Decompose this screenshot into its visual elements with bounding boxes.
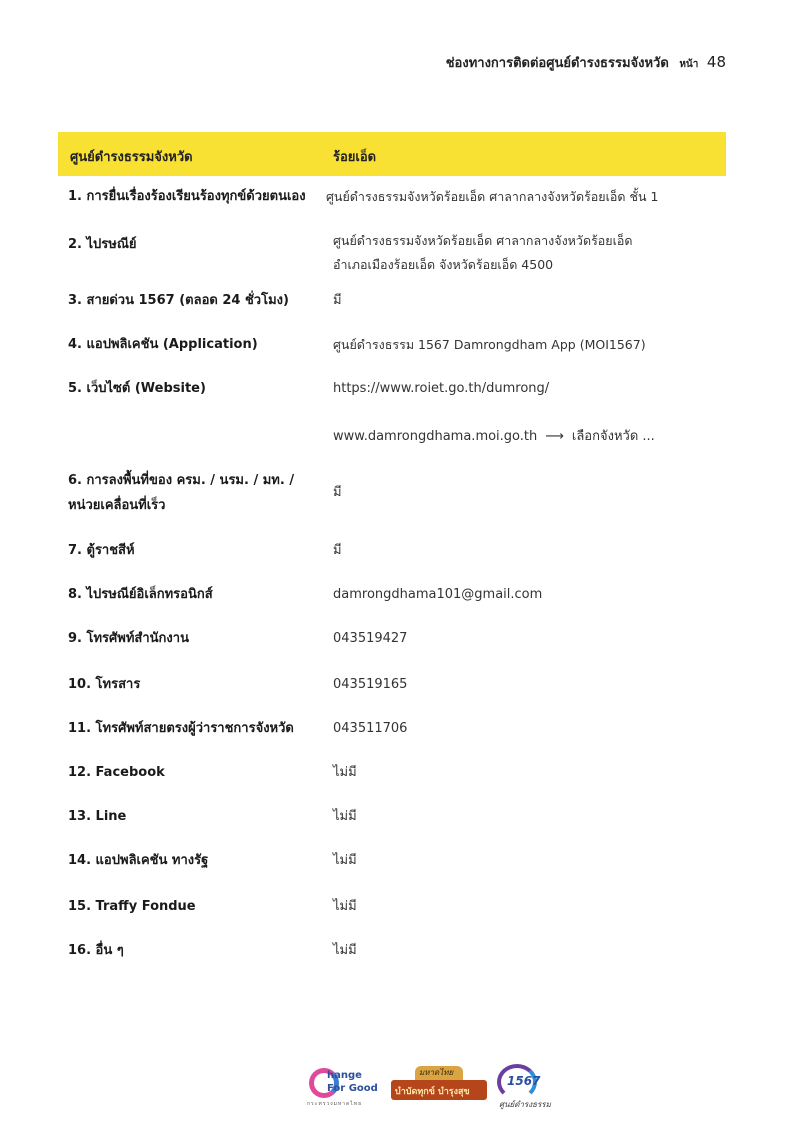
logo-text: 1567 [507,1074,541,1088]
row-value: ไม่มี [333,809,357,824]
row-value: ศูนย์ดำรงธรรม 1567 Damrongdham App (MOI1567) [333,337,646,352]
row-value: ไม่มี [333,943,357,958]
row-label: 1. การยื่นเรื่องร้องเรียนร้องทุกข์ด้วยตนเอง [68,189,306,204]
row-value: 043519165 [333,677,408,692]
row-label-line2: หน่วยเคลื่อนที่เร็ว [68,498,166,513]
change-for-good-logo [305,1064,381,1110]
email-link[interactable]: damrongdhama101@gmail.com [333,587,543,602]
row-label: 8. ไปรษณีย์อิเล็กทรอนิกส์ [68,587,213,602]
row-label: 14. แอปพลิเคชัน ทางรัฐ [68,853,209,868]
row-label: 4. แอปพลิเคชัน (Application) [68,337,258,352]
website-link-2[interactable]: www.damrongdhama.moi.go.th [333,429,538,444]
row-label: 2. ไปรษณีย์ [68,237,137,252]
table-header-col2: ร้อยเอ็ด [333,150,377,165]
logo-text: บำบัดทุกข์ บำรุงสุข [395,1087,470,1097]
row-label: 10. โทรสาร [68,677,141,692]
row-value: 043519427 [333,631,408,646]
mahadthai-slogan-logo [391,1064,487,1106]
row-label: 6. การลงพื้นที่ของ ครม. / นรม. / มท. / [68,473,295,488]
row-value-line2 [333,426,733,448]
logo-text: มหาดไทย [419,1068,454,1077]
table-header [58,132,726,176]
row-value: มี [333,485,342,500]
footer-logos [305,1064,555,1114]
logo-text: hange [327,1070,362,1081]
arrow-right-icon: ⟶ [545,429,564,444]
row-label: 3. สายด่วน 1567 (ตลอด 24 ชั่วโมง) [68,293,289,308]
website-link-1[interactable]: https://www.roiet.go.th/dumrong/ [333,381,550,396]
row-value: 043511706 [333,721,408,736]
page-title: ช่องทางการติดต่อศูนย์ดำรงธรรมจังหวัด [445,56,669,71]
row-value: ไม่มี [333,853,357,868]
row-label: 15. Traffy Fondue [68,899,196,914]
row-label: 16. อื่น ๆ [68,943,124,958]
row-label: 9. โทรศัพท์สำนักงาน [68,631,189,646]
table-header-col1: ศูนย์ดำรงธรรมจังหวัด [70,150,193,165]
row-value: ศูนย์ดำรงธรรมจังหวัดร้อยเอ็ด ศาลากลางจังหวัดร้อยเอ็ด [333,233,633,248]
row-value: ศูนย์ดำรงธรรมจังหวัดร้อยเอ็ด ศาลากลางจังหวัดร้อยเอ็ด ชั้น 1 [326,189,659,204]
row-value: ไม่มี [333,765,357,780]
row-value-line2: อำเภอเมืองร้อยเอ็ด จังหวัดร้อยเอ็ด 4500 [333,257,554,272]
page-word: หน้า [679,59,699,70]
page-number: 48 [706,53,726,71]
row-label: 5. เว็บไซต์ (Website) [68,381,206,396]
row-value: ไม่มี [333,899,357,914]
page-header [446,52,726,73]
row-label: 12. Facebook [68,765,165,780]
logo-text: For Good [327,1083,378,1094]
damrongdham-1567-logo [497,1064,553,1112]
row-value: มี [333,293,342,308]
row-label: 11. โทรศัพท์สายตรงผู้ว่าราชการจังหวัด [68,721,294,736]
website-link-2-suffix: เลือกจังหวัด ... [571,429,655,444]
row-label: 13. Line [68,809,127,824]
logo-text: ศูนย์ดำรงธรรม [499,1100,551,1109]
row-value: มี [333,543,342,558]
row-label: 7. ตู้ราชสีห์ [68,543,135,558]
logo-text: กระทรวงมหาดไทย [307,1101,363,1107]
